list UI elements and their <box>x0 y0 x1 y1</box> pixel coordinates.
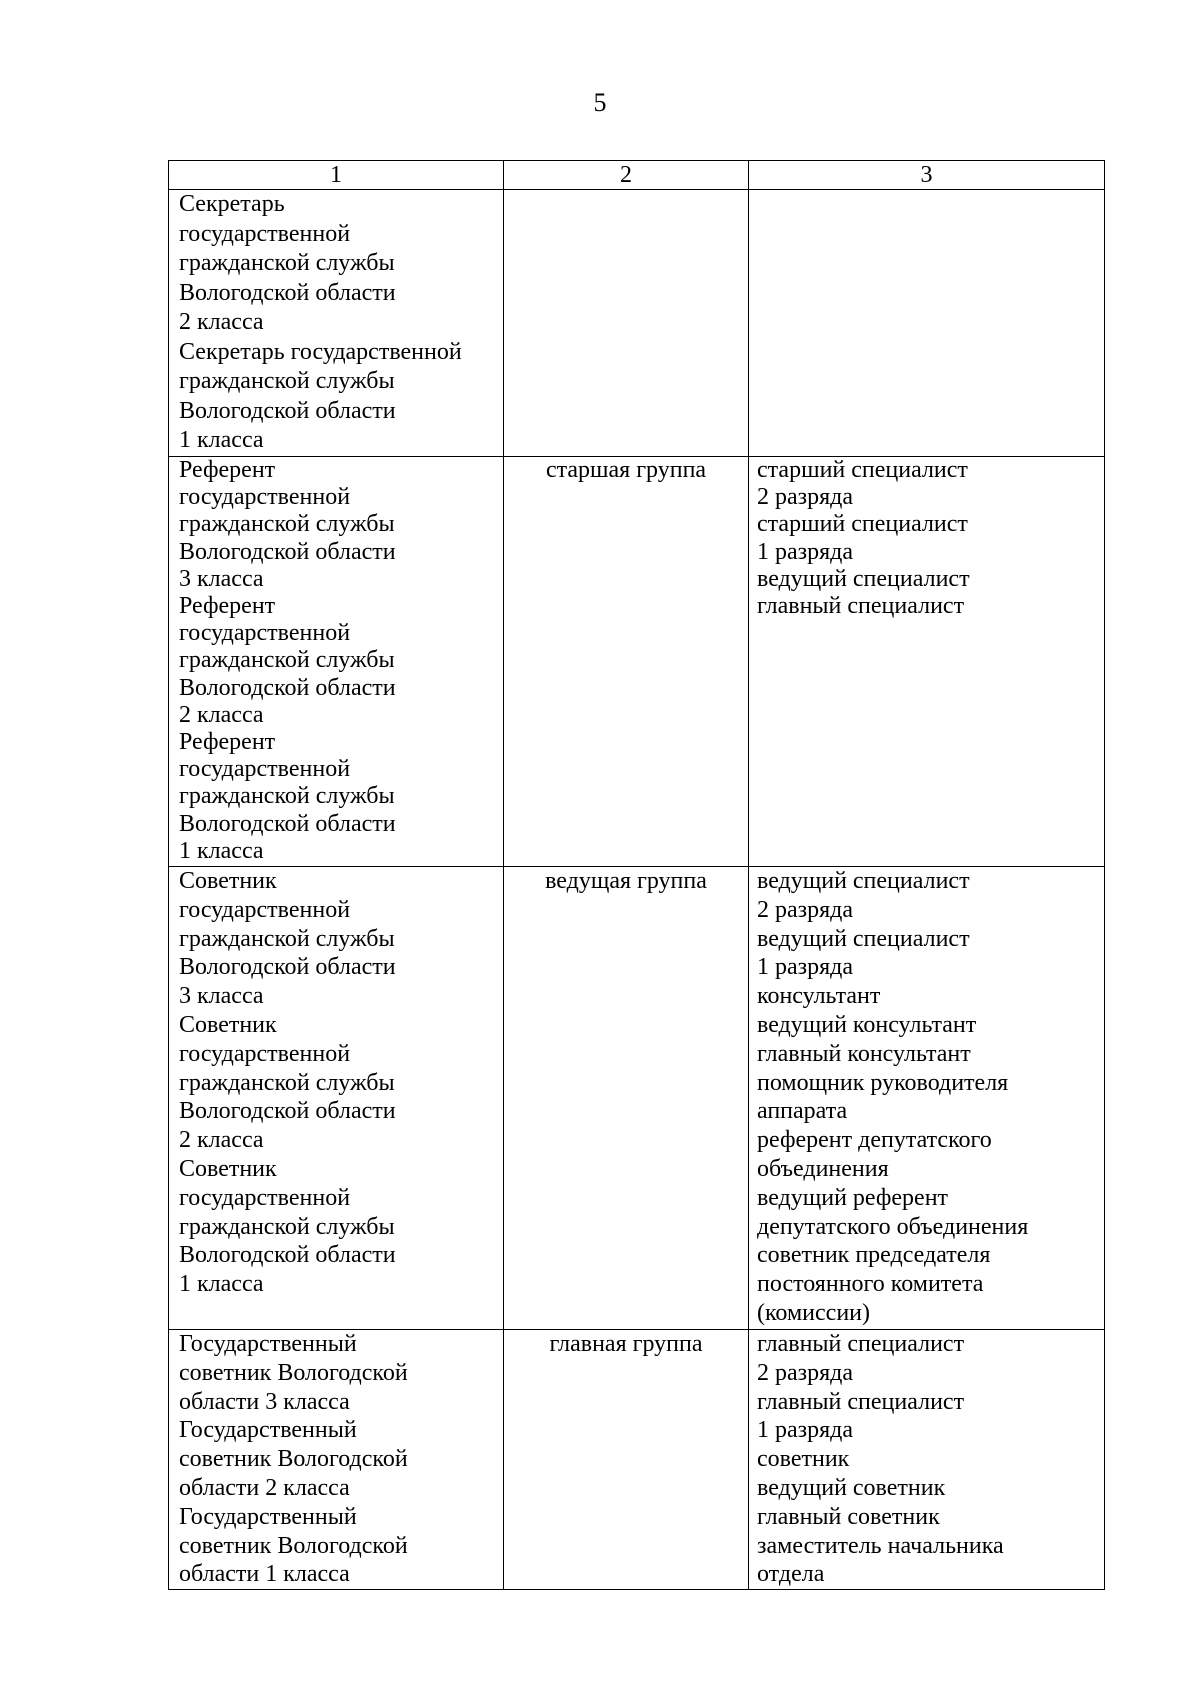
cell-line: 1 класса <box>179 427 264 453</box>
column-header-3: 3 <box>749 161 1105 190</box>
cell-line: области 3 класса <box>179 1388 350 1415</box>
positions-cell <box>749 190 1105 457</box>
cell-line: главный специалист <box>757 593 965 620</box>
cell-line: гражданской службы <box>179 647 395 674</box>
cell-line: старший специалист <box>757 457 968 483</box>
cell-line: 2 класса <box>179 701 264 728</box>
cell-line: Советник <box>179 868 277 894</box>
cell-line: гражданской службы <box>179 1069 395 1096</box>
cell-line: 1 разряда <box>757 538 854 565</box>
cell-line: 3 класса <box>179 565 264 592</box>
cell-line: области 1 класса <box>179 1561 350 1588</box>
cell-line: Референт <box>179 729 276 756</box>
cell-line: государственной <box>179 896 351 923</box>
cell-line: Референт <box>179 593 276 620</box>
cell-line: Вологодской области <box>179 397 396 424</box>
cell-line: ведущий специалист <box>757 565 970 592</box>
class-rank-cell <box>169 867 504 1330</box>
cell-line: 2 разряда <box>757 484 854 511</box>
cell-line: 1 разряда <box>757 954 854 981</box>
cell-line: аппарата <box>757 1098 848 1125</box>
cell-line: гражданской службы <box>179 1213 395 1240</box>
cell-line: 2 класса <box>179 1127 264 1154</box>
cell-line: Вологодской области <box>179 538 396 565</box>
cell-line: 1 класса <box>179 1271 264 1298</box>
cell-line: ведущий специалист <box>757 868 970 894</box>
cell-line: государственной <box>179 484 351 511</box>
class-rank-cell <box>169 1330 504 1590</box>
table-row <box>169 457 1105 867</box>
cell-line: главный консультант <box>757 1040 971 1067</box>
cell-line: отдела <box>757 1561 825 1588</box>
cell-line: Вологодской области <box>179 954 396 981</box>
positions-cell <box>749 867 1105 1330</box>
cell-line: советник председателя <box>757 1242 991 1269</box>
cell-line: гражданской службы <box>179 250 395 276</box>
cell-line: 2 разряда <box>757 1359 854 1386</box>
cell-line: главный специалист <box>757 1388 965 1415</box>
cell-line: советник Вологодской <box>179 1446 408 1473</box>
cell-line: старший специалист <box>757 511 968 538</box>
cell-line: государственной <box>179 756 351 783</box>
table-row <box>169 867 1105 1330</box>
cell-line: Вологодской области <box>179 1098 396 1125</box>
positions-cell <box>749 1330 1105 1590</box>
cell-line: депутатского объединения <box>757 1213 1029 1240</box>
cell-line: помощник руководителя <box>757 1069 1009 1096</box>
cell-line: постоянного комитета <box>757 1271 984 1298</box>
position-group-cell <box>504 457 749 867</box>
cell-line: ведущий советник <box>757 1474 946 1501</box>
cell-line: области 2 класса <box>179 1474 350 1501</box>
cell-line: Секретарь государственной <box>179 338 462 365</box>
page-number: 5 <box>593 88 607 117</box>
cell-line: 2 разряда <box>757 896 854 923</box>
cell-line: государственной <box>179 1184 351 1211</box>
cell-line: гражданской службы <box>179 511 395 538</box>
cell-line: Вологодской области <box>179 810 396 837</box>
column-header-1: 1 <box>169 161 504 190</box>
cell-line: Секретарь <box>179 191 285 217</box>
cell-line: ведущий специалист <box>757 925 970 952</box>
cell-line: (комиссии) <box>757 1299 870 1326</box>
table-row <box>169 190 1105 457</box>
cell-line: Вологодской области <box>179 674 396 701</box>
cell-line: консультант <box>757 983 881 1010</box>
table-header-row <box>169 161 1105 190</box>
cell-line: Государственный <box>179 1331 357 1357</box>
cell-line: гражданской службы <box>179 925 395 952</box>
cell-line: 3 класса <box>179 983 264 1010</box>
cell-line: 1 разряда <box>757 1417 854 1444</box>
position-group-cell <box>504 867 749 1330</box>
cell-line: главный советник <box>757 1503 940 1530</box>
position-group-cell <box>504 1330 749 1590</box>
cell-line: Вологодской области <box>179 279 396 306</box>
cell-line: государственной <box>179 620 351 647</box>
cell-line: Референт <box>179 457 276 483</box>
cell-line: Советник <box>179 1011 277 1038</box>
cell-line: Государственный <box>179 1503 357 1530</box>
table-row <box>169 1330 1105 1590</box>
cell-line: заместитель начальника <box>757 1532 1004 1559</box>
cell-line: 2 класса <box>179 309 264 335</box>
position-group-label: ведущая группа <box>545 868 707 894</box>
positions-table <box>168 160 1105 1590</box>
cell-line: Советник <box>179 1155 277 1182</box>
position-group-label: старшая группа <box>545 457 707 483</box>
cell-line: ведущий консультант <box>757 1011 977 1038</box>
cell-line: гражданской службы <box>179 368 395 394</box>
cell-line: 1 класса <box>179 837 264 864</box>
cell-line: Государственный <box>179 1417 357 1444</box>
cell-line: гражданской службы <box>179 783 395 810</box>
position-group-cell <box>504 190 749 457</box>
class-rank-cell <box>169 457 504 867</box>
cell-line: ведущий референт <box>757 1184 949 1211</box>
class-rank-cell <box>169 190 504 457</box>
cell-line: государственной <box>179 220 351 247</box>
cell-line: референт депутатского <box>757 1127 992 1154</box>
column-header-2: 2 <box>504 161 749 190</box>
cell-line: советник Вологодской <box>179 1359 408 1386</box>
cell-line: советник Вологодской <box>179 1532 408 1559</box>
cell-line: государственной <box>179 1040 351 1067</box>
cell-line: советник <box>757 1446 850 1473</box>
cell-line: объединения <box>757 1155 889 1182</box>
position-group-label: главная группа <box>549 1331 703 1357</box>
cell-line: главный специалист <box>757 1331 965 1357</box>
cell-line: Вологодской области <box>179 1242 396 1269</box>
positions-cell <box>749 457 1105 867</box>
